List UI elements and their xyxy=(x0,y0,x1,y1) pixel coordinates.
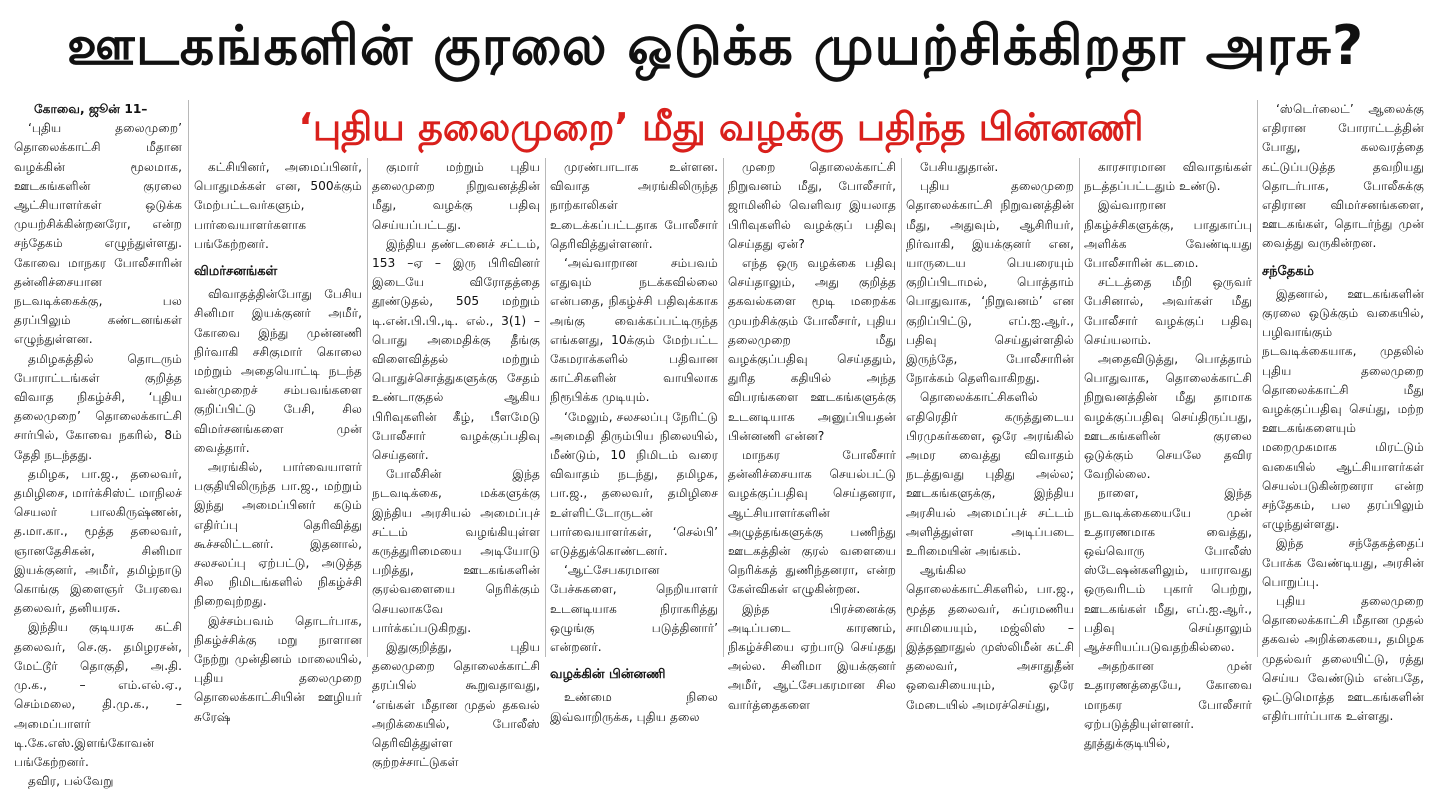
paragraph: நாளை, இந்த நடவடிக்கையையே முன் உதாரணமாக வைத்து, ஒவ்வொரு போலீஸ் ஸ்டேஷன்களிலும், யாராவது ஒருவரிடம் புகார் பெற்று, ஊடகங்கள் மீது, எப்.ஐ.ஆர்., பதிவு செய்தாலும் ஆச்சரியப்படுவதற்கில்லை. xyxy=(1084,486,1252,655)
paragraph: கட்சியினர், அமைப்பினர், பொதுமக்கள் என, 500க்கும் மேற்பட்டவர்களும், பார்வையாளர்களாக பங்கேற்றனர். xyxy=(194,160,362,251)
column-divider xyxy=(723,158,724,657)
paragraph: இந்திய தண்டனைச் சட்டம், 153 –ஏ – இரு பிரிவினர் இடையே விரோதத்தை தூண்டுதல், 505 மற்றும் டி.என்.பி.பி.,டி. எல்., 3(1) – பொது அமைதிக்கு தீங்கு விளைவித்தல் மற்றும் பொதுச்சொத்துகளுக்கு சேதம் உண்டாகுதல் ஆகிய பிரிவுகளின் கீழ், பீளமேடு போலீசார் வழக்குப்பதிவு செய்தனர். xyxy=(372,236,540,463)
column-divider xyxy=(1079,158,1080,657)
paragraph: புதிய தலைமுறை தொலைக்காட்சி மீதான முதல் தகவல் அறிக்கையை, தமிழக முதல்வர் தலையிட்டு, ரத்து செய்ய வேண்டும் என்பதே, ஒட்டுமொத்த ஊடகங்களின் எதிர்பார்ப்பாக உள்ளது. xyxy=(1262,594,1424,724)
article-column-3 xyxy=(372,158,540,770)
paragraph: அரங்கில், பார்வையாளர் பகுதியிலிருந்த பா.ஜ., மற்றும் இந்து அமைப்பினர் கடும் எதிர்ப்பு தெரிவித்து கூச்சலிட்டனர். இதனால், சலசலப்பு ஏற்பட்டு, அடுத்த சில நிமிடங்களில் நிகழ்ச்சி நிறைவுற்றது. xyxy=(194,460,362,609)
paragraph: அதற்கான முன் உதாரணத்தையே, கோவை மாநகர போலீசார் ஏற்படுத்தியுள்ளனர். தூத்துக்குடியில், xyxy=(1084,659,1252,751)
paragraph: உண்மை நிலை இவ்வாறிருக்க, புதிய தலை xyxy=(550,690,718,724)
paragraph: சட்டத்தை மீறி ஒருவர் பேசினால், அவர்கள் மீது போலீசார் வழக்குப் பதிவு செய்யலாம். xyxy=(1084,275,1252,347)
paragraph: ‘ஆட்சேபகரமான பேச்சுகளை, நெறியாளர் உடனடியாக நிராகரித்து ஒழுங்கு படுத்தினார்’ என்றனர். xyxy=(550,563,718,655)
headline: ஊடகங்களின் குரலை ஒடுக்க முயற்சிக்கிறதா அரசு? xyxy=(66,13,1365,77)
section-subheading: சந்தேகம் xyxy=(1262,263,1315,279)
paragraph: தமிழக, பா.ஜ., தலைவர், தமிழிசை, மார்க்சிஸ்ட் மாநிலச் செயலர் பாலகிருஷ்ணன், த.மா.கா., மூத்த தலைவர், ஞானதேசிகன், சினிமா இயக்குனர், அமீர், தமிழ்நாடு கொங்கு இளைஞர் பேரவை தலைவர், தனியரசு. xyxy=(14,466,182,616)
article-column-1 xyxy=(14,100,182,789)
paragraph: போலீசின் இந்த நடவடிக்கை, மக்களுக்கு இந்திய அரசியல் அமைப்புச் சட்டம் வழங்கியுள்ள கருத்துரிமையை அடியோடு பறித்து, ஊடகங்களின் குரல்வளையை நெரிக்கும் செயலாகவே பார்க்கப்படுகிறது. xyxy=(372,467,540,635)
paragraph: குமார் மற்றும் புதிய தலைமுறை நிறுவனத்தின் மீது, வழக்கு பதிவு செய்யப்பட்டது. xyxy=(372,160,540,232)
paragraph: இதுகுறித்து, புதிய தலைமுறை தொலைக்காட்சி தரப்பில் கூறுவதாவது, ‘எங்கள் மீதான முதல் தகவல் அறிக்கையில், போலீஸ் தெரிவித்துள்ள குற்றச்சாட்டுகள் xyxy=(372,640,540,770)
paragraph: ‘மேலும், சலசலப்பு நேரிட்டு அமைதி திரும்பிய நிலையில், மீண்டும், 10 நிமிடம் வரை விவாதம் நடந்து, தமிழக, பா.ஜ., தலைவர், தமிழிசை உள்ளிட்டோருடன் பார்வையாளர்கள், ‘செல்பி’ எடுத்துக்கொண்டனர். xyxy=(550,409,719,559)
column-divider xyxy=(1257,100,1258,657)
dateline: கோவை, ஜூன் 11– xyxy=(34,102,148,116)
paragraph: முரண்பாடாக உள்ளன. விவாத அரங்கிலிருந்த நாற்காலிகள் உடைக்கப்பட்டதாக போலீசார் தெரிவித்துள்ளனர். xyxy=(550,160,718,251)
article-column-5 xyxy=(728,158,896,712)
column-divider xyxy=(188,100,189,657)
article-column-2 xyxy=(194,158,362,724)
paragraph: மாநகர போலீசார் தன்னிச்சையாக செயல்பட்டு வழக்குப்பதிவு செய்தனரா, ஆட்சியாளர்களின் அழுத்தங்களுக்கு பணிந்து ஊடகத்தின் குரல் வளையை நெரிக்கத் துணிந்தனரா, என்ற கேள்விகள் எழுகின்றன. xyxy=(728,448,896,597)
section-subheading: விமர்சனங்கள் xyxy=(194,264,278,280)
paragraph: இதனால், ஊடகங்களின் குரலை ஒடுக்கும் வகையில், பழிவாங்கும் நடவடிக்கையாக, முதலில் புதிய தலைமுறை தொலைக்காட்சி மீது வழக்குப்பதிவு செய்து, மற்ற ஊடகங்களையும் மறைமுகமாக மிரட்டும் வகையில் ஆட்சியாளர்கள் செயல்படுகின்றனரா என்ற சந்தேகம், பல தரப்பிலும் எழுந்துள்ளது. xyxy=(1262,286,1424,532)
paragraph: இச்சம்பவம் தொடர்பாக, நிகழ்ச்சிக்கு மறு நாளான நேற்று முன்தினம் மாலையில், புதிய தலைமுறை தொலைக்காட்சியின் ஊழியர் சுரேஷ் xyxy=(194,613,362,724)
paragraph: ‘புதிய தலைமுறை’ தொலைக்காட்சி மீதான வழக்கின் மூலமாக, ஊடகங்களின் குரலை ஆட்சியாளர்கள் ஒடுக்க முயற்சிக்கின்றனரோ, என்ற சந்தேகம் எழுந்துள்ளது. கோவை மாநகர போலீசாரின் தன்னிச்சையான நடவடிக்கைக்கு, பல தரப்பிலும் கண்டனங்கள் எழுந்துள்ளன. xyxy=(14,121,182,347)
paragraph: புதிய தலைமுறை தொலைக்காட்சி நிறுவனத்தின் மீது, அதுவும், ஆசிரியர், நிர்வாகி, இயக்குனர் என, யாருடைய பெயரையும் குறிப்பிடாமல், பொத்தாம் பொதுவாக, ‘நிறுவனம்’ என குறிப்பிட்டு, எப்.ஐ.ஆர்., பதிவு செய்துள்ளதில் இருந்தே, போலீசாரின் நோக்கம் தெளிவாகிறது. xyxy=(906,179,1074,386)
article-column-6 xyxy=(906,158,1074,712)
paragraph: பேசியதுதான். xyxy=(920,160,999,174)
column-divider xyxy=(545,158,546,657)
paragraph: தமிழகத்தில் தொடரும் போராட்டங்கள் குறித்த விவாத நிகழ்ச்சி, ‘புதிய தலைமுறை’ தொலைக்காட்சி சார்பில், கோவை நகரில், 8ம் தேதி நடந்தது. xyxy=(14,351,182,462)
paragraph: விவாதத்தின்போது பேசிய சினிமா இயக்குனர் அமீர், கோவை இந்து முன்னணி நிர்வாகி சசிகுமார் கொலை மற்றும் அதையொட்டி நடந்த வன்முறைச் சம்பவங்களை குறிப்பிட்டு பேசி, சில விமர்சனங்களை முன் வைத்தார். xyxy=(194,287,362,455)
column-divider xyxy=(901,158,902,657)
section-subheading: வழக்கின் பின்னணி xyxy=(550,667,666,683)
paragraph: இந்த பிரச்னைக்கு அடிப்படை காரணம், நிகழ்ச்சியை ஏற்பாடு செய்தது அல்ல. சினிமா இயக்குனர் அமீர், ஆட்சேபகரமான சில வார்த்தைகளை xyxy=(728,601,896,712)
article-column-8 xyxy=(1262,100,1424,724)
paragraph: முறை தொலைக்காட்சி நிறுவனம் மீது, போலீசார், ஜாமினில் வெளிவர இயலாத பிரிவுகளில் வழக்குப் பதிவு செய்தது ஏன்? xyxy=(728,160,896,251)
column-divider xyxy=(367,158,368,657)
paragraph: அதைவிடுத்து, பொத்தாம் பொதுவாக, தொலைக்காட்சி நிறுவனத்தின் மீது தாமாக வழக்குப்பதிவு செய்திருப்பது, ஊடகங்களின் குரலை ஒடுக்கும் செயலே தவிர வேறில்லை. xyxy=(1084,352,1252,482)
article-column-7 xyxy=(1084,158,1252,751)
paragraph: தவிர, பல்வேறு xyxy=(28,774,114,789)
paragraph: தொலைக்காட்சிகளில் எதிரெதிர் கருத்துடைய பிரமுகர்களை, ஒரே அரங்கில் அமர வைத்து விவாதம் நடத்துவது புதிது அல்ல; ஊடகங்களுக்கு, இந்திய அரசியல் அமைப்புச் சட்டம் அளித்துள்ள அடிப்படை உரிமையின் அங்கம். xyxy=(906,390,1074,559)
paragraph: இந்த சந்தேகத்தைப் போக்க வேண்டியது, அரசின் பொறுப்பு. xyxy=(1262,536,1424,589)
paragraph: இந்திய குடியரசு கட்சி தலைவர், செ.கு. தமிழரசன், மேட்டூர் தொகுதி, அ.தி. மு.க., – எம்.எல்.ஏ., செம்மலை, தி.மு.க., – அமைப்பாளர் டி.கே.எஸ்.இளங்கோவன் பங்கேற்றனர். xyxy=(14,620,182,769)
paragraph: ஆங்கில தொலைக்காட்சிகளில், பா.ஜ., மூத்த தலைவர், சுப்ரமணிய சாமியையும், மஜ்லிஸ் – இத்தஹாதுல் முஸ்லிமீன் கட்சி தலைவர், அசாதுதீன் ஒவைசியையும், ஒரே மேடையில் அமரச்செய்து, xyxy=(906,563,1074,712)
paragraph: ‘அவ்வாறான சம்பவம் எதுவும் நடக்கவில்லை என்பதை, நிகழ்ச்சி பதிவுக்காக அங்கு வைக்கப்பட்டிருந்த எங்களது, 10க்கும் மேற்பட்ட கேமராக்களில் பதிவான காட்சிகளின் வாயிலாக நிரூபிக்க முடியும். xyxy=(550,256,718,405)
article-column-4 xyxy=(550,158,719,724)
paragraph: ‘ஸ்டெர்லைட்’ ஆலைக்கு எதிரான போராட்டத்தின் போது, கலவரத்தை கட்டுப்படுத்த தவறியது தொடர்பாக, போலீசுக்கு எதிரான விமர்சனங்களை, ஊடகங்கள், தொடர்ந்து முன் வைத்து வருகின்றன. xyxy=(1262,102,1424,251)
paragraph: காரசாரமான விவாதங்கள் நடத்தப்பட்டதும் உண்டு. xyxy=(1084,160,1252,194)
subheadline: ‘புதிய தலைமுறை’ மீது வழக்கு பதிந்த பின்னணி xyxy=(298,105,1144,149)
paragraph: எந்த ஒரு வழக்கை பதிவு செய்தாலும், அது குறித்த தகவல்களை மூடி மறைக்க முயற்சிக்கும் போலீசார், புதிய தலைமுறை மீது வழக்குப்பதிவு செய்ததும், துரித கதியில் அந்த விபரங்களை ஊடகங்களுக்கு உடனடியாக அனுப்பியதன் பின்னணி என்ன? xyxy=(728,256,896,443)
paragraph: இவ்வாறான நிகழ்ச்சிகளுக்கு, பாதுகாப்பு அளிக்க வேண்டியது போலீசாரின் கடமை. xyxy=(1084,198,1252,271)
